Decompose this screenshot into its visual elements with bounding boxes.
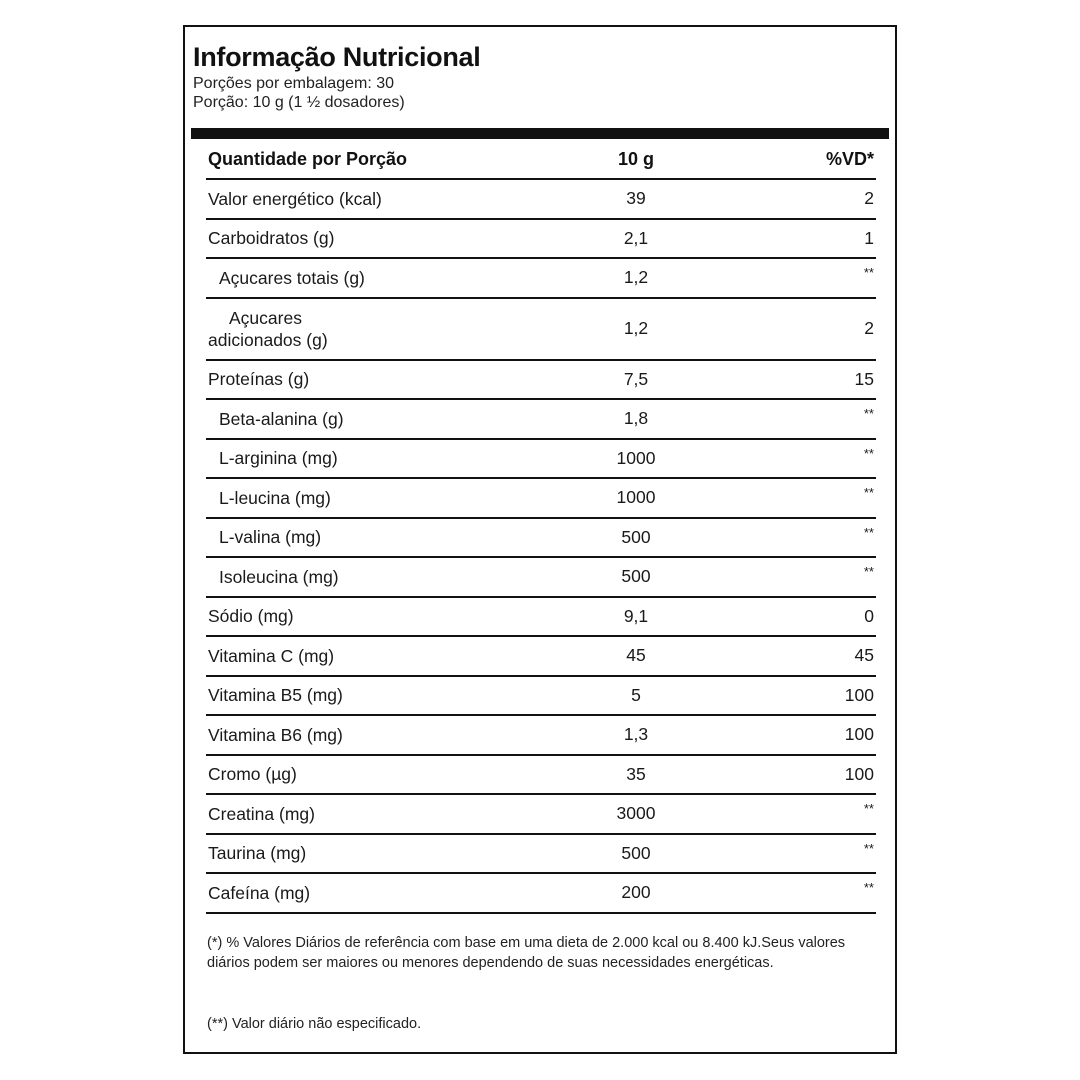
nutrient-name: Vitamina C (mg) [208, 645, 335, 666]
nutrient-amount: 1,8 [623, 408, 649, 429]
nutrient-name: Vitamina B6 (mg) [208, 724, 343, 745]
nutrient-name: Creatina (mg) [208, 803, 315, 824]
nutrient-amount: 45 [626, 645, 646, 666]
nutrient-daily-value: 1 [864, 227, 874, 248]
serving-size: Porção: 10 g (1 ½ dosadores) [193, 94, 405, 111]
daily-value-footnote: (*) % Valores Diários de referência com base em uma dieta de 2.000 kcal ou 8.400 kJ.Seus valores diários podem ser maiores ou menores dependendo de suas necessidades energéticas. [207, 935, 846, 971]
nutrient-amount: 1000 [616, 487, 656, 508]
table-header-row [206, 140, 876, 180]
nutrition-facts-panel [183, 25, 897, 1054]
nutrient-amount: 500 [621, 566, 651, 587]
nutrient-daily-value: 100 [844, 763, 874, 784]
nutrient-amount: 3000 [616, 803, 656, 824]
nutrient-amount: 9,1 [623, 605, 649, 626]
table-row [206, 756, 876, 796]
header-serving-amount: 10 g [617, 148, 655, 169]
table-row [206, 180, 876, 220]
nutrient-amount: 1,2 [623, 267, 649, 288]
nutrition-table [206, 140, 876, 914]
servings-per-package: Porções por embalagem: 30 [193, 75, 394, 92]
nutrient-name: Açucares totais (g) [219, 267, 365, 288]
nutrient-amount: 39 [626, 188, 646, 209]
nutrient-daily-value: 45 [854, 645, 874, 666]
nutrient-name: Valor energético (kcal) [208, 188, 382, 209]
table-row [206, 558, 876, 598]
table-row [206, 299, 876, 361]
nutrient-amount: 500 [621, 526, 651, 547]
nutrient-daily-value: 15 [854, 368, 874, 389]
table-row [206, 361, 876, 401]
table-row [206, 835, 876, 875]
nutrient-daily-value: ** [863, 840, 874, 856]
nutrient-name: Cafeína (mg) [208, 882, 311, 903]
nutrient-daily-value: ** [863, 880, 874, 895]
nutrient-daily-value: 0 [864, 605, 874, 626]
nutrient-daily-value: ** [863, 801, 874, 816]
header-quantity-per-serving: Quantidade por Porção [208, 149, 408, 169]
nutrient-daily-value: 2 [864, 318, 874, 338]
table-row [206, 637, 876, 677]
table-row [206, 400, 876, 440]
thick-divider [191, 128, 889, 139]
header-daily-value: %VD* [825, 148, 874, 169]
nutrient-name: Isoleucina (mg) [219, 566, 339, 587]
table-row [206, 874, 876, 914]
table-row [206, 220, 876, 260]
nutrient-daily-value: 100 [844, 724, 874, 745]
nutrient-daily-value: ** [863, 406, 874, 421]
panel-title: Informação Nutricional [193, 42, 481, 72]
nutrient-daily-value: ** [863, 485, 874, 500]
table-row [206, 259, 876, 299]
nutrient-amount: 5 [631, 684, 641, 705]
table-row [206, 598, 876, 638]
nutrient-amount: 1,3 [623, 724, 649, 745]
not-specified-footnote: (**) Valor diário não especificado. [207, 1016, 422, 1032]
nutrient-amount: 500 [621, 842, 651, 863]
nutrient-name: Proteínas (g) [208, 369, 310, 390]
nutrient-name: L-valina (mg) [219, 527, 322, 548]
nutrient-name: Cromo (µg) [208, 764, 297, 785]
nutrient-daily-value: 100 [844, 684, 874, 705]
nutrient-amount: 2,1 [623, 227, 649, 248]
nutrient-amount: 1000 [616, 447, 656, 468]
nutrient-name-line-1: Açucares [229, 307, 302, 328]
nutrient-amount: 7,5 [623, 368, 649, 389]
nutrient-amount: 35 [626, 763, 646, 784]
table-row [206, 479, 876, 519]
nutrient-name: Vitamina B5 (mg) [208, 685, 343, 706]
table-row [206, 440, 876, 480]
table-row [206, 519, 876, 559]
nutrient-name: Carboidratos (g) [208, 228, 335, 249]
nutrient-amount: 200 [621, 882, 651, 903]
nutrient-name: Taurina (mg) [208, 843, 307, 864]
nutrient-daily-value: ** [863, 265, 874, 280]
nutrient-name [208, 307, 328, 351]
table-row [206, 677, 876, 717]
table-row [206, 795, 876, 835]
nutrient-name: Sódio (mg) [208, 606, 294, 627]
table-row [206, 716, 876, 756]
nutrient-name: L-arginina (mg) [219, 448, 338, 469]
nutrient-name: L-leucina (mg) [219, 487, 331, 508]
nutrient-daily-value: ** [863, 524, 874, 540]
nutrient-daily-value: ** [863, 445, 874, 461]
nutrient-amount: 1,2 [623, 318, 649, 338]
nutrient-daily-value: ** [863, 564, 874, 579]
nutrient-name: Beta-alanina (g) [219, 408, 344, 429]
nutrient-name-line-2: adicionados (g) [208, 329, 328, 350]
nutrient-daily-value: 2 [864, 188, 874, 209]
